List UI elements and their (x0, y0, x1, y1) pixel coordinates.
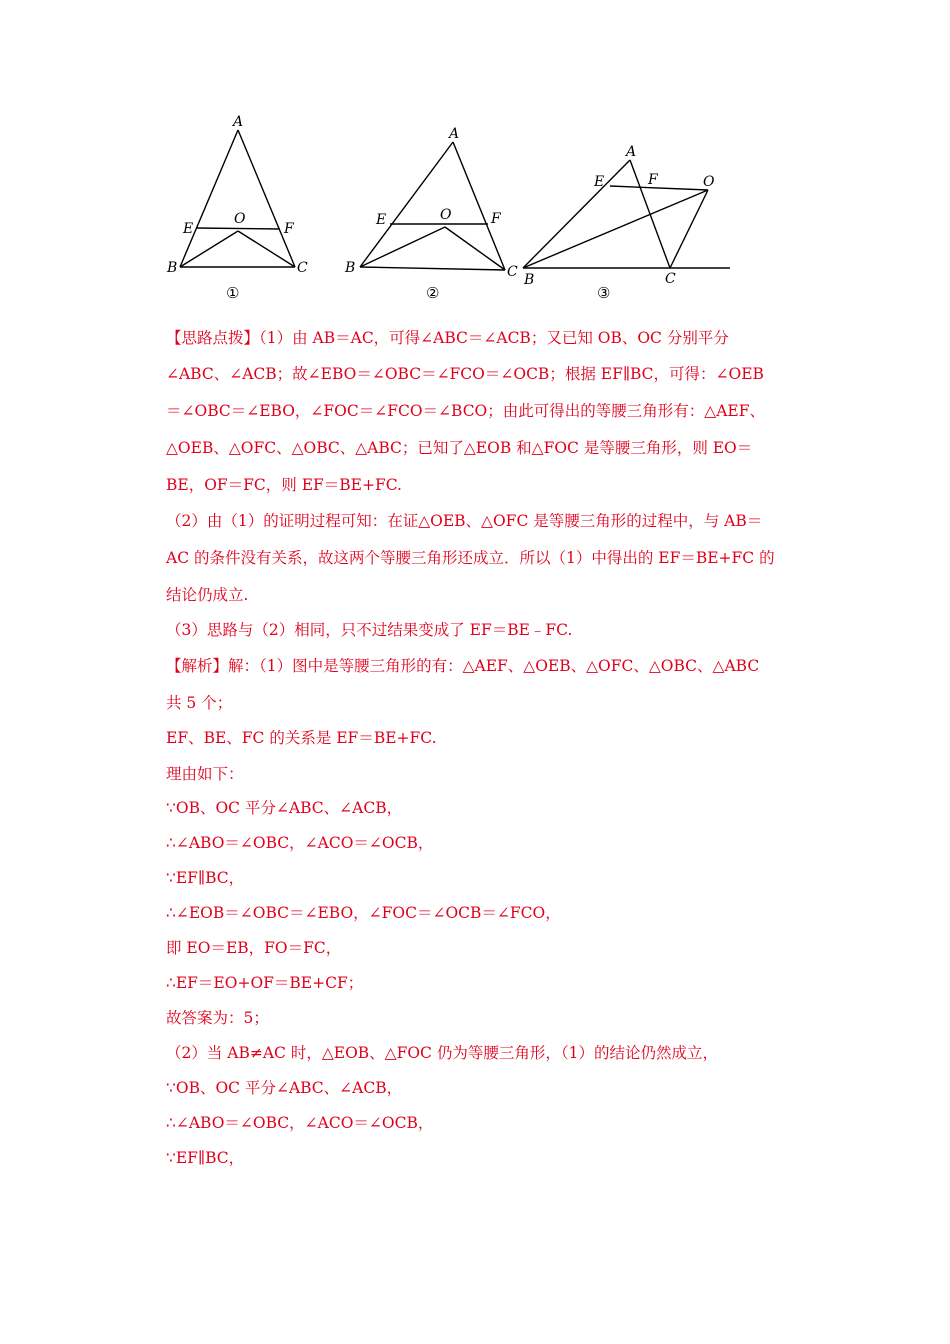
fig1-label-e: E (183, 221, 194, 237)
fig3-caption: ③ (597, 284, 611, 302)
text-line-21: （2）当 AB≠AC 时，△EOB、△FOC 仍为等腰三角形，（1）的结论仍然成立， (166, 1044, 718, 1062)
fig3-label-a: A (626, 144, 637, 160)
fig1-label-b: B (167, 260, 178, 276)
geometry-figures (150, 100, 750, 310)
text-line-18: 即 EO＝EB，FO＝FC， (166, 939, 342, 957)
text-line-19: ∴EF＝EO+OF＝BE+CF； (166, 974, 364, 992)
text-line-12: EF、BE、FC 的关系是 EF＝BE+FC. (166, 729, 437, 747)
fig2-label-b: B (345, 260, 356, 276)
fig2-caption: ② (426, 284, 440, 302)
fig3-label-f: F (648, 172, 658, 188)
text-line-15: ∴∠ABO＝∠OBC，∠ACO＝∠OCB， (166, 834, 434, 852)
fig3-label-o: O (703, 174, 715, 190)
figure-2 (360, 142, 505, 270)
fig1-label-a: A (233, 114, 244, 130)
fig1-caption: ① (226, 284, 240, 302)
figure-3 (523, 160, 730, 268)
text-line-6: （2）由（1）的证明过程可知：在证△OEB、△OFC 是等腰三角形的过程中，与 AB＝ (166, 512, 763, 530)
text-line-11: 共 5 个； (166, 694, 233, 712)
fig1-label-f: F (284, 221, 294, 237)
text-line-16: ∵EF∥BC， (166, 869, 245, 887)
text-line-24: ∵EF∥BC， (166, 1149, 245, 1167)
text-line-13: 理由如下： (166, 765, 244, 783)
fig2-label-c: C (507, 264, 518, 280)
text-line-7: AC 的条件没有关系，故这两个等腰三角形还成立．所以（1）中得出的 EF＝BE+FC 的 (166, 549, 775, 567)
fig2-label-o: O (440, 207, 452, 223)
text-line-17: ∴∠EOB＝∠OBC＝∠EBO，∠FOC＝∠OCB＝∠FCO， (166, 904, 561, 922)
fig2-label-e: E (376, 212, 387, 228)
fig1-label-o: O (234, 211, 246, 227)
text-line-14: ∵OB、OC 平分∠ABC、∠ACB， (166, 799, 403, 817)
text-line-1: 【思路点拨】（1）由 AB＝AC，可得∠ABC＝∠ACB；又已知 OB、OC 分别平分 (166, 329, 729, 347)
text-line-9: （3）思路与（2）相同，只不过结果变成了 EF＝BE﹣FC. (166, 621, 573, 639)
text-line-5: BE，OF＝FC，则 EF＝BE+FC. (166, 476, 402, 494)
fig1-label-c: C (297, 260, 308, 276)
text-line-23: ∴∠ABO＝∠OBC，∠ACO＝∠OCB， (166, 1114, 434, 1132)
text-line-22: ∵OB、OC 平分∠ABC、∠ACB， (166, 1079, 403, 1097)
text-line-10: 【解析】解：（1）图中是等腰三角形的有：△AEF、△OEB、△OFC、△OBC、△ABC (166, 657, 760, 675)
text-line-4: △OEB、△OFC、△OBC、△ABC；已知了△EOB 和△FOC 是等腰三角形，则 EO＝ (166, 439, 753, 457)
fig3-label-b: B (524, 272, 535, 288)
figures-svg (150, 100, 750, 310)
text-line-20: 故答案为：5； (166, 1009, 269, 1027)
fig3-label-e: E (594, 174, 605, 190)
text-line-3: ＝∠OBC＝∠EBO，∠FOC＝∠FCO＝∠BCO；由此可得出的等腰三角形有：△AEF、 (166, 402, 765, 420)
fig2-label-f: F (491, 211, 501, 227)
text-line-8: 结论仍成立. (166, 586, 249, 604)
text-line-2: ∠ABC、∠ACB；故∠EBO＝∠OBC＝∠FCO＝∠OCB；根据 EF∥BC，可得：∠OEB (166, 365, 764, 383)
figure-1 (180, 130, 295, 267)
fig2-label-a: A (449, 126, 460, 142)
fig3-label-c: C (665, 271, 676, 287)
